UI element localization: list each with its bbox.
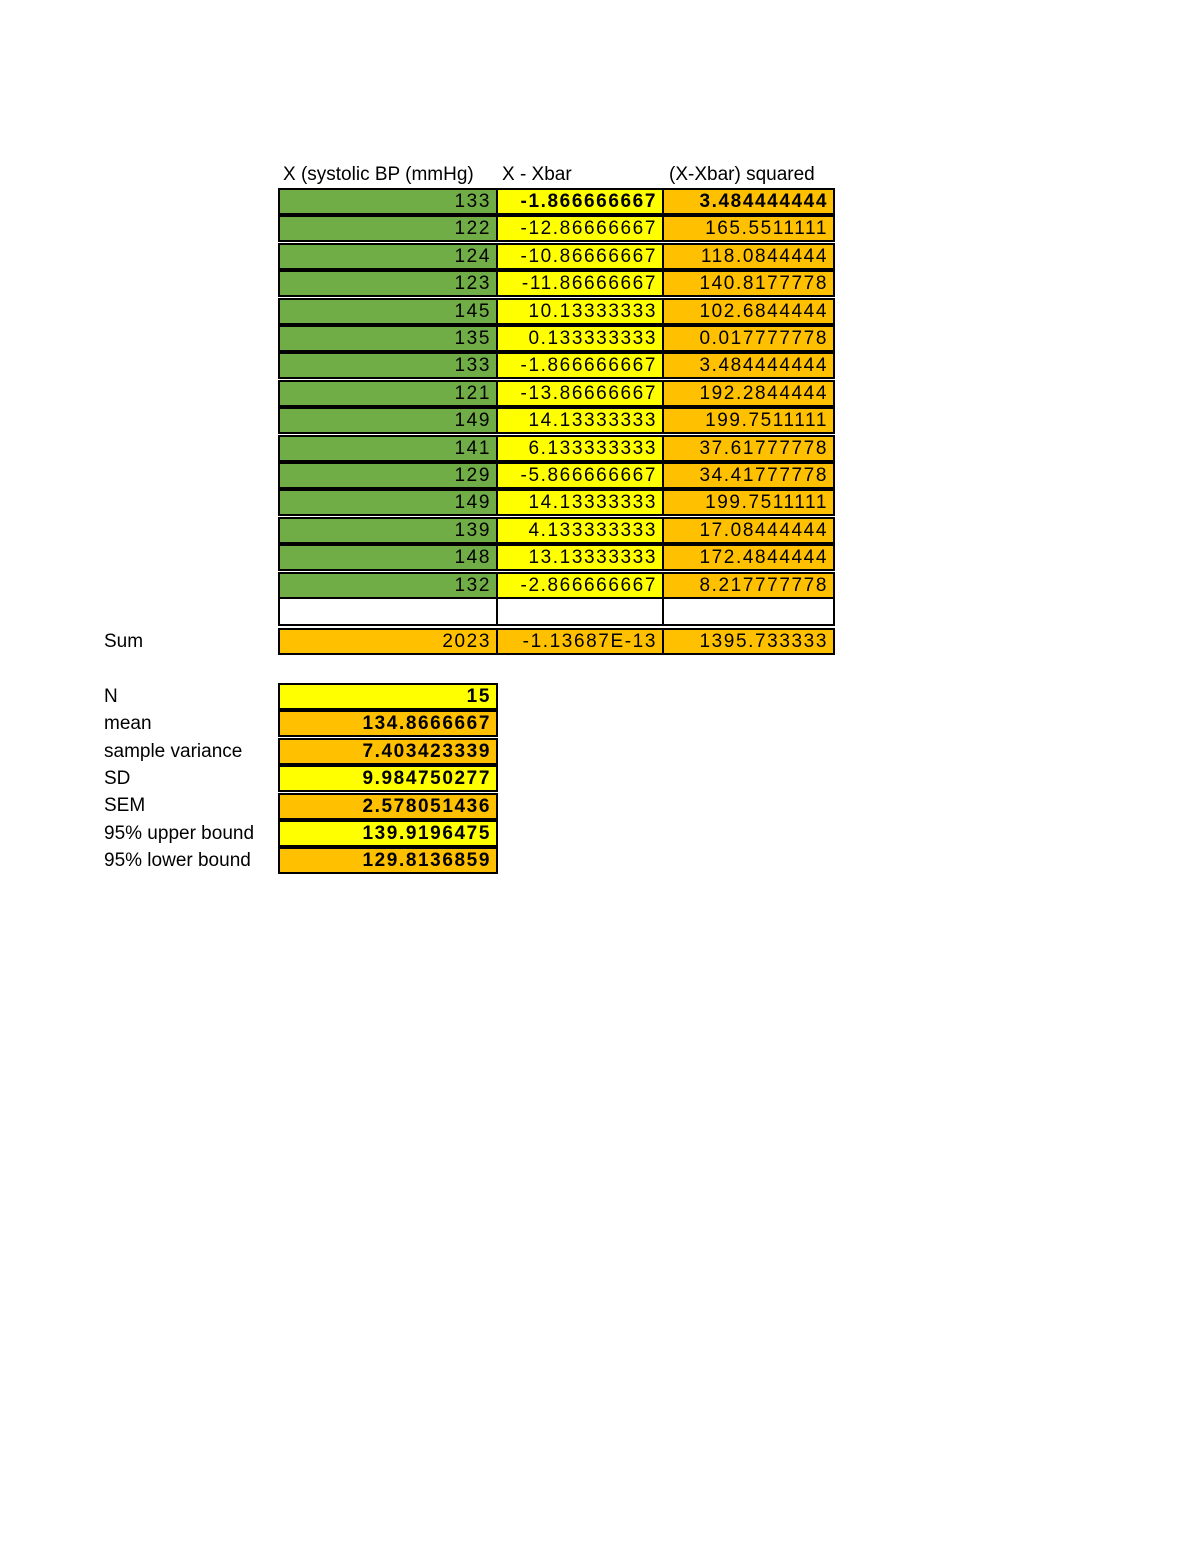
stat-value-lower-bound[interactable]: 129.8136859 xyxy=(278,847,498,874)
deviation-cell[interactable]: -2.866666667 xyxy=(496,572,664,599)
stat-label-variance: sample variance xyxy=(104,741,243,762)
x-value-cell[interactable]: 149 xyxy=(278,407,498,434)
deviation-cell[interactable]: -11.86666667 xyxy=(496,270,664,297)
deviation-cell[interactable]: -10.86666667 xyxy=(496,243,664,270)
sum-x-cell[interactable]: 2023 xyxy=(278,628,498,655)
x-value-cell[interactable]: 135 xyxy=(278,325,498,352)
squared-deviation-cell[interactable]: 199.7511111 xyxy=(662,407,835,434)
x-value-cell[interactable]: 149 xyxy=(278,489,498,516)
deviation-cell[interactable]: -1.866666667 xyxy=(496,352,664,379)
x-value-cell[interactable]: 145 xyxy=(278,298,498,325)
squared-deviation-cell[interactable]: 0.017777778 xyxy=(662,325,835,352)
column-header-deviation: X - Xbar xyxy=(502,164,572,185)
x-value-cell[interactable]: 129 xyxy=(278,462,498,489)
squared-deviation-cell[interactable]: 3.484444444 xyxy=(662,352,835,379)
x-value-cell[interactable]: 124 xyxy=(278,243,498,270)
squared-deviation-cell[interactable]: 165.5511111 xyxy=(662,215,835,242)
x-value-cell[interactable]: 122 xyxy=(278,215,498,242)
deviation-cell[interactable]: -1.866666667 xyxy=(496,188,664,215)
deviation-cell[interactable]: 14.13333333 xyxy=(496,489,664,516)
column-header-squared: (X-Xbar) squared xyxy=(669,164,815,185)
squared-deviation-cell[interactable]: 3.484444444 xyxy=(662,188,835,215)
stat-label-sd: SD xyxy=(104,768,131,789)
stat-label-upper-bound: 95% upper bound xyxy=(104,823,255,844)
sum-label: Sum xyxy=(104,631,144,652)
stat-label-mean: mean xyxy=(104,713,152,734)
stat-value-n[interactable]: 15 xyxy=(278,683,498,710)
squared-deviation-cell[interactable]: 102.6844444 xyxy=(662,298,835,325)
x-value-cell[interactable]: 121 xyxy=(278,380,498,407)
sum-squared-cell[interactable]: 1395.733333 xyxy=(662,628,835,655)
x-value-cell[interactable]: 139 xyxy=(278,517,498,544)
deviation-cell[interactable]: -13.86666667 xyxy=(496,380,664,407)
squared-deviation-cell[interactable]: 8.217777778 xyxy=(662,572,835,599)
squared-deviation-cell[interactable]: 34.41777778 xyxy=(662,462,835,489)
stat-value-upper-bound[interactable]: 139.9196475 xyxy=(278,820,498,847)
stat-value-sd[interactable]: 9.984750277 xyxy=(278,765,498,792)
x-value-cell[interactable]: 133 xyxy=(278,352,498,379)
stat-label-lower-bound: 95% lower bound xyxy=(104,850,251,871)
deviation-cell[interactable]: 13.13333333 xyxy=(496,544,664,571)
column-header-x: X (systolic BP (mmHg) xyxy=(283,164,474,185)
squared-deviation-cell[interactable]: 17.08444444 xyxy=(662,517,835,544)
squared-deviation-cell[interactable]: 140.8177778 xyxy=(662,270,835,297)
x-value-cell[interactable]: 148 xyxy=(278,544,498,571)
empty-cell[interactable] xyxy=(496,599,664,626)
deviation-cell[interactable]: 14.13333333 xyxy=(496,407,664,434)
stat-value-variance[interactable]: 7.403423339 xyxy=(278,738,498,765)
squared-deviation-cell[interactable]: 172.4844444 xyxy=(662,544,835,571)
squared-deviation-cell[interactable]: 118.0844444 xyxy=(662,243,835,270)
stat-value-mean[interactable]: 134.8666667 xyxy=(278,710,498,737)
x-value-cell[interactable]: 133 xyxy=(278,188,498,215)
x-value-cell[interactable]: 123 xyxy=(278,270,498,297)
deviation-cell[interactable]: 4.133333333 xyxy=(496,517,664,544)
deviation-cell[interactable]: -5.866666667 xyxy=(496,462,664,489)
stat-label-sem: SEM xyxy=(104,795,146,816)
deviation-cell[interactable]: 0.133333333 xyxy=(496,325,664,352)
sum-deviation-cell[interactable]: -1.13687E-13 xyxy=(496,628,664,655)
x-value-cell[interactable]: 141 xyxy=(278,435,498,462)
squared-deviation-cell[interactable]: 37.61777778 xyxy=(662,435,835,462)
empty-cell[interactable] xyxy=(662,599,835,626)
squared-deviation-cell[interactable]: 192.2844444 xyxy=(662,380,835,407)
squared-deviation-cell[interactable]: 199.7511111 xyxy=(662,489,835,516)
stat-value-sem[interactable]: 2.578051436 xyxy=(278,793,498,820)
stat-label-n: N xyxy=(104,686,118,707)
deviation-cell[interactable]: 6.133333333 xyxy=(496,435,664,462)
x-value-cell[interactable]: 132 xyxy=(278,572,498,599)
deviation-cell[interactable]: 10.13333333 xyxy=(496,298,664,325)
deviation-cell[interactable]: -12.86666667 xyxy=(496,215,664,242)
empty-cell[interactable] xyxy=(278,599,498,626)
